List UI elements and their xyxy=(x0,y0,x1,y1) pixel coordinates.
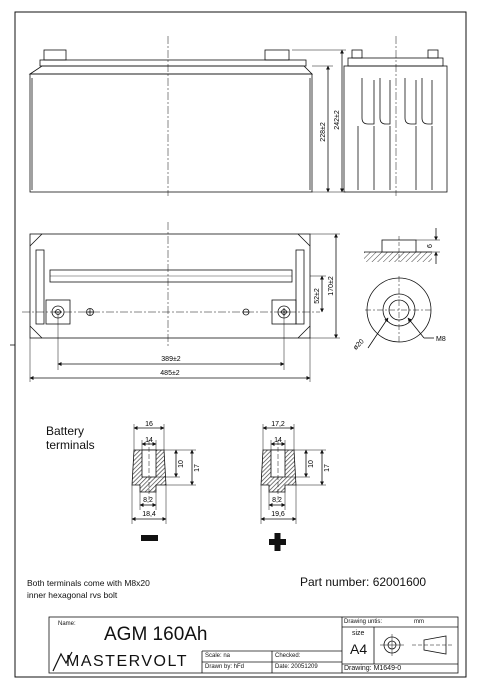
scale: Scale: na xyxy=(205,653,231,659)
units-value: mm xyxy=(414,619,424,625)
dim-width: 170±2 xyxy=(328,276,335,296)
neg-bore: 8,2 xyxy=(143,497,153,504)
dim-terminal-diameter: ø20 xyxy=(352,338,366,352)
negative-terminal-drawing xyxy=(132,424,196,524)
drawing-number: Drawing: M1649-0 xyxy=(344,665,402,672)
pos-height: 17 xyxy=(324,464,331,472)
drawn-by: Drawn by: hFd xyxy=(205,664,245,670)
terminal-top-detail xyxy=(365,276,434,348)
pos-top-width: 17,2 xyxy=(271,421,285,428)
side-view xyxy=(344,36,447,196)
product-name: AGM 160Ah xyxy=(104,624,208,645)
dim-height-total: 242±2 xyxy=(334,110,341,130)
neg-depth: 10 xyxy=(178,460,185,468)
name-label: Name: xyxy=(58,621,76,627)
pos-bore: 8,2 xyxy=(272,497,282,504)
checked: Checked: xyxy=(275,653,301,659)
pos-base-width: 19,6 xyxy=(271,511,285,518)
bolt-note-line1: Both terminals come with M8x20 xyxy=(27,578,150,588)
pos-inner-width: 14 xyxy=(274,437,282,444)
logo-text: MASTERVOLT xyxy=(66,653,188,670)
positive-terminal-drawing xyxy=(261,424,326,524)
size-label: size xyxy=(352,630,365,637)
neg-height: 17 xyxy=(194,464,201,472)
terminals-heading xyxy=(46,424,95,452)
minus-symbol xyxy=(141,535,158,541)
terminals-heading-line2: terminals xyxy=(46,438,95,452)
bolt-note xyxy=(27,577,150,601)
first-angle-projection-icon xyxy=(380,634,452,656)
bolt-note-line2: inner hexagonal rvs bolt xyxy=(27,590,118,600)
front-view xyxy=(30,36,346,196)
pos-depth: 10 xyxy=(308,460,315,468)
dim-terminal-spacing: 389±2 xyxy=(161,356,181,363)
size-value: A4 xyxy=(350,641,368,657)
neg-base-width: 18,4 xyxy=(142,511,156,518)
top-view xyxy=(22,222,340,382)
dim-length: 485±2 xyxy=(160,370,180,377)
dim-terminal-height: 6 xyxy=(427,244,434,248)
part-number: Part number: 62001600 xyxy=(300,575,427,589)
neg-inner-width: 14 xyxy=(145,437,153,444)
terminals-heading-line1: Battery xyxy=(46,424,85,438)
dim-terminal-offset: 52±2 xyxy=(314,288,321,304)
units-label: Drawing untis: xyxy=(344,619,383,625)
date: Date: 20051209 xyxy=(275,664,318,670)
dim-thread: M8 xyxy=(436,336,446,343)
dim-height-case: 228±2 xyxy=(320,122,327,142)
neg-top-width: 16 xyxy=(145,421,153,428)
plus-symbol xyxy=(269,533,286,551)
